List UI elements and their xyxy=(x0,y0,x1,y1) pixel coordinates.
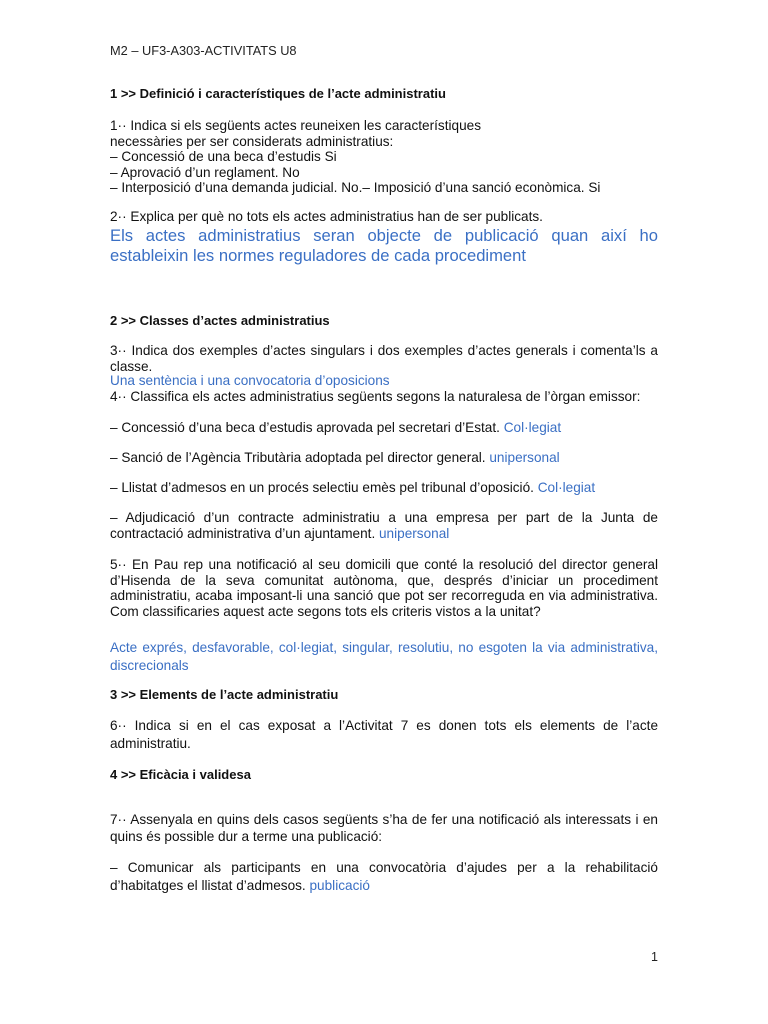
question-7-item-answer: publicació xyxy=(309,878,370,893)
question-4-item xyxy=(110,420,658,436)
question-1 xyxy=(110,118,658,196)
question-2: 2·· Explica per què no tots els actes administratius han de ser publicats. xyxy=(110,209,543,224)
question-4-item xyxy=(110,450,658,466)
question-4-item xyxy=(110,480,658,496)
section-1-title: 1 >> Definició i característiques de l’acte administratiu xyxy=(110,86,446,101)
question-7: 7·· Assenyala en quins dels casos següents s’ha de fer una notificació als interessats i en quins és possible dur a terme una publicació: xyxy=(110,812,658,844)
page-header: M2 – UF3-A303-ACTIVITATS U8 xyxy=(110,43,297,58)
question-4-item-answer: Col·legiat xyxy=(503,420,562,435)
question-6: 6·· Indica si en el cas exposat a l’Activitat 7 es donen tots els elements de l’acte administratiu. xyxy=(110,718,658,751)
question-4: 4·· Classifica els actes administratius següents segons la naturalesa de l’òrgan emissor: xyxy=(110,389,641,404)
answer-3: Una sentència i una convocatoria d’oposicions xyxy=(110,373,390,388)
question-7-item xyxy=(110,859,658,895)
section-3-title: 3 >> Elements de l’acte administratiu xyxy=(110,687,339,702)
answer-5: Acte exprés, desfavorable, col·legiat, singular, resolutiu, no esgoten la via administrativa, discrecionals xyxy=(110,640,658,673)
question-4-item-text: – Llistat d’admesos en un procés selectiu emès pel tribunal d’oposició. xyxy=(110,480,534,495)
question-1-item: – Aprovació d’un reglament. No xyxy=(110,164,300,180)
question-1-item: – Interposició d’una demanda judicial. No.– Imposició d’una sanció econòmica. Si xyxy=(110,180,601,195)
question-4-item-answer: unipersonal xyxy=(379,525,450,541)
section-4-title: 4 >> Eficàcia i validesa xyxy=(110,767,251,782)
question-4-item-text: – Adjudicació d’un contracte administratiu a una empresa per part de la Junta de contractació administrativa d’un ajuntament. xyxy=(110,510,658,541)
question-7-item-text: – Comunicar als participants en una convocatòria d’ajudes per a la rehabilitació d’habitatges el llistat d’admesos. xyxy=(110,860,658,893)
question-1-line-1: 1·· Indica si els següents actes reuneixen les característiques xyxy=(110,118,481,133)
question-4-item-text: – Concessió d’una beca d’estudis aprovada pel secretari d’Estat. xyxy=(110,420,500,435)
question-3: 3·· Indica dos exemples d’actes singulars i dos exemples d’actes generals i comenta’ls a classe. xyxy=(110,343,658,374)
section-2-title: 2 >> Classes d’actes administratius xyxy=(110,313,330,328)
question-4-item-text: – Sanció de l’Agència Tributària adoptada pel director general. xyxy=(110,450,486,465)
question-1-line-2: necessàries per ser considerats administratius: xyxy=(110,133,394,149)
page-number: 1 xyxy=(651,950,658,964)
question-1-item: – Concessió de una beca d’estudis Si xyxy=(110,149,337,164)
question-4-item-answer: unipersonal xyxy=(489,450,560,465)
question-5: 5·· En Pau rep una notificació al seu domicili que conté la resolució del director general d’Hisenda de la seva comunitat autònoma, que, després d’iniciar un procediment administratiu, acaba imposant-li una sanció que pot ser recorreguda en via administrativa. Com classificaries aquest acte segons tots els criteris vistos a la unitat? xyxy=(110,557,658,619)
answer-2: Els actes administratius seran objecte de publicació quan així ho estableixin les normes reguladores de cada procediment xyxy=(110,226,658,265)
question-4-item xyxy=(110,510,658,541)
question-4-item-answer: Col·legiat xyxy=(537,480,596,495)
